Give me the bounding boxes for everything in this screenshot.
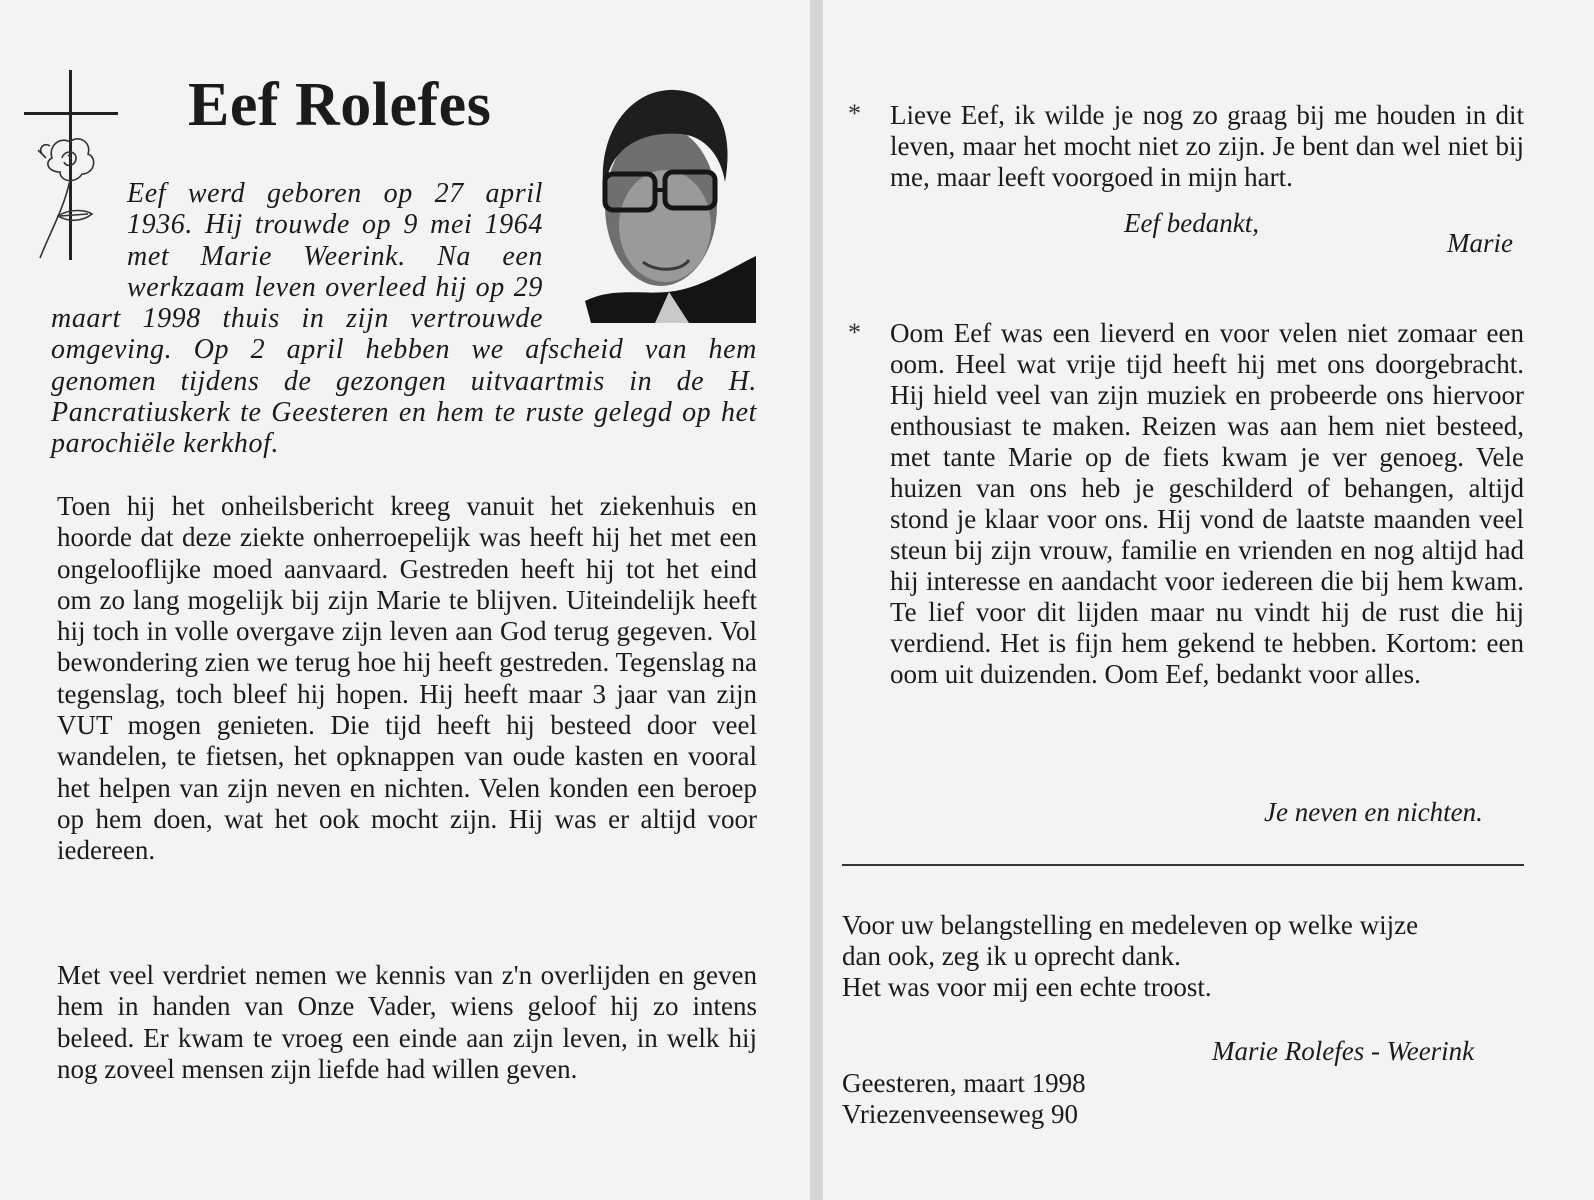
message-nephews: Oom Eef was een lieverd en voor velen niet zomaar een oom. Heel wat vrije tijd heeft hij met ons doorgebracht. Hij hield veel van zijn muziek en probeerde ons hiervoor enthousiast te maken. Reizen was aan hem niet besteed, met tante Marie op de fiets kwam je ver genoeg. Vele huizen van ons heb je geschilderd of behangen, altijd stond je klaar voor ons. Hij vond de laatste maanden veel steun bij zijn vrouw, familie en vrienden en nog altijd had hij interesse en aandacht voor iedereen die bij hem kwam. Te lief voor dit lijden maar nu vindt hij de rust die hij verdiend. Het is fijn hem gekend te hebben. Kortom: een oom uit duizenden. Oom Eef, bedankt voor alles. xyxy=(890,318,1524,689)
thanks-line: Het was voor mij een echte troost. xyxy=(842,972,1212,1002)
bio-body: Eef werd geboren op 27 april 1936. Hij trouwde op 9 mei 1964 met Marie Weerink. Na een werkzaam leven overleed hij op 29 maart 1998 thuis in zijn vertrouwde omgeving. Op 2 april hebben we afscheid van hem genomen tijdens de gezongen uitvaartmis in de H. Pancratiuskerk te Geesteren en hem te ruste gelegd op het parochiële kerkhof. xyxy=(51,178,757,460)
message-marie-signature: Marie xyxy=(1447,228,1513,258)
paragraph-illness: Toen hij het onheilsbericht kreeg vanuit het ziekenhuis en hoorde dat deze ziekte onherroepelijk was heeft hij het met een ongelooflijke moed aanvaard. Gestreden heeft hij tot het eind om zo lang mogelijk bij zijn Marie te blijven. Uiteindelijk heeft hij toch in volle overgave zijn leven aan God terug gegeven. Vol bewondering zien we terug hoe hij heeft gestreden. Tegenslag na tegenslag, toch bleef hij hopen. Hij heeft maar 3 jaar van zijn VUT mogen genieten. Die tijd heeft hij besteed door veel wandelen, te fietsen, het opknappen van oude kasten en vooral het helpen van zijn neven en nichten. Velen konden een beroep op hem doen, wat het ook mocht zijn. Hij was er altijd voor iedereen. xyxy=(57,491,757,866)
cross-spacer xyxy=(51,178,127,272)
thanks-block xyxy=(842,910,1532,1003)
divider xyxy=(842,864,1524,866)
message-marie-closing: Eef bedankt, xyxy=(1124,208,1259,238)
bio-text xyxy=(51,178,757,460)
street-address: Vriezenveenseweg 90 xyxy=(842,1099,1079,1129)
deceased-name: Eef Rolefes xyxy=(188,71,492,139)
message-marie: Lieve Eef, ik wilde je nog zo graag bij me houden in dit leven, maar het mocht niet zo zijn. Je bent dan wel niet bij me, maar leeft voorgoed in mijn hart. xyxy=(890,100,1524,192)
thanks-line: Voor uw belangstelling en medeleven op welke wijze xyxy=(842,910,1419,940)
address-block xyxy=(842,1068,1242,1130)
paragraph-farewell: Met veel verdriet nemen we kennis van z'n overlijden en geven hem in handen van Onze Vader, wiens geloof hij zo intens beleed. Er kwam te vroeg een einde aan zijn leven, in welk hij nog zoveel mensen zijn liefde had willen geven. xyxy=(57,960,757,1084)
photo-spacer xyxy=(543,178,757,334)
bullet-star: * xyxy=(848,99,861,128)
cross-bar xyxy=(24,112,118,115)
bullet-star: * xyxy=(848,318,861,347)
thanks-line: dan ook, zeg ik u oprecht dank. xyxy=(842,941,1181,971)
message-nephews-signature: Je neven en nichten. xyxy=(1264,797,1483,827)
place-date: Geesteren, maart 1998 xyxy=(842,1068,1086,1098)
thanks-signature: Marie Rolefes - Weerink xyxy=(1212,1036,1475,1066)
